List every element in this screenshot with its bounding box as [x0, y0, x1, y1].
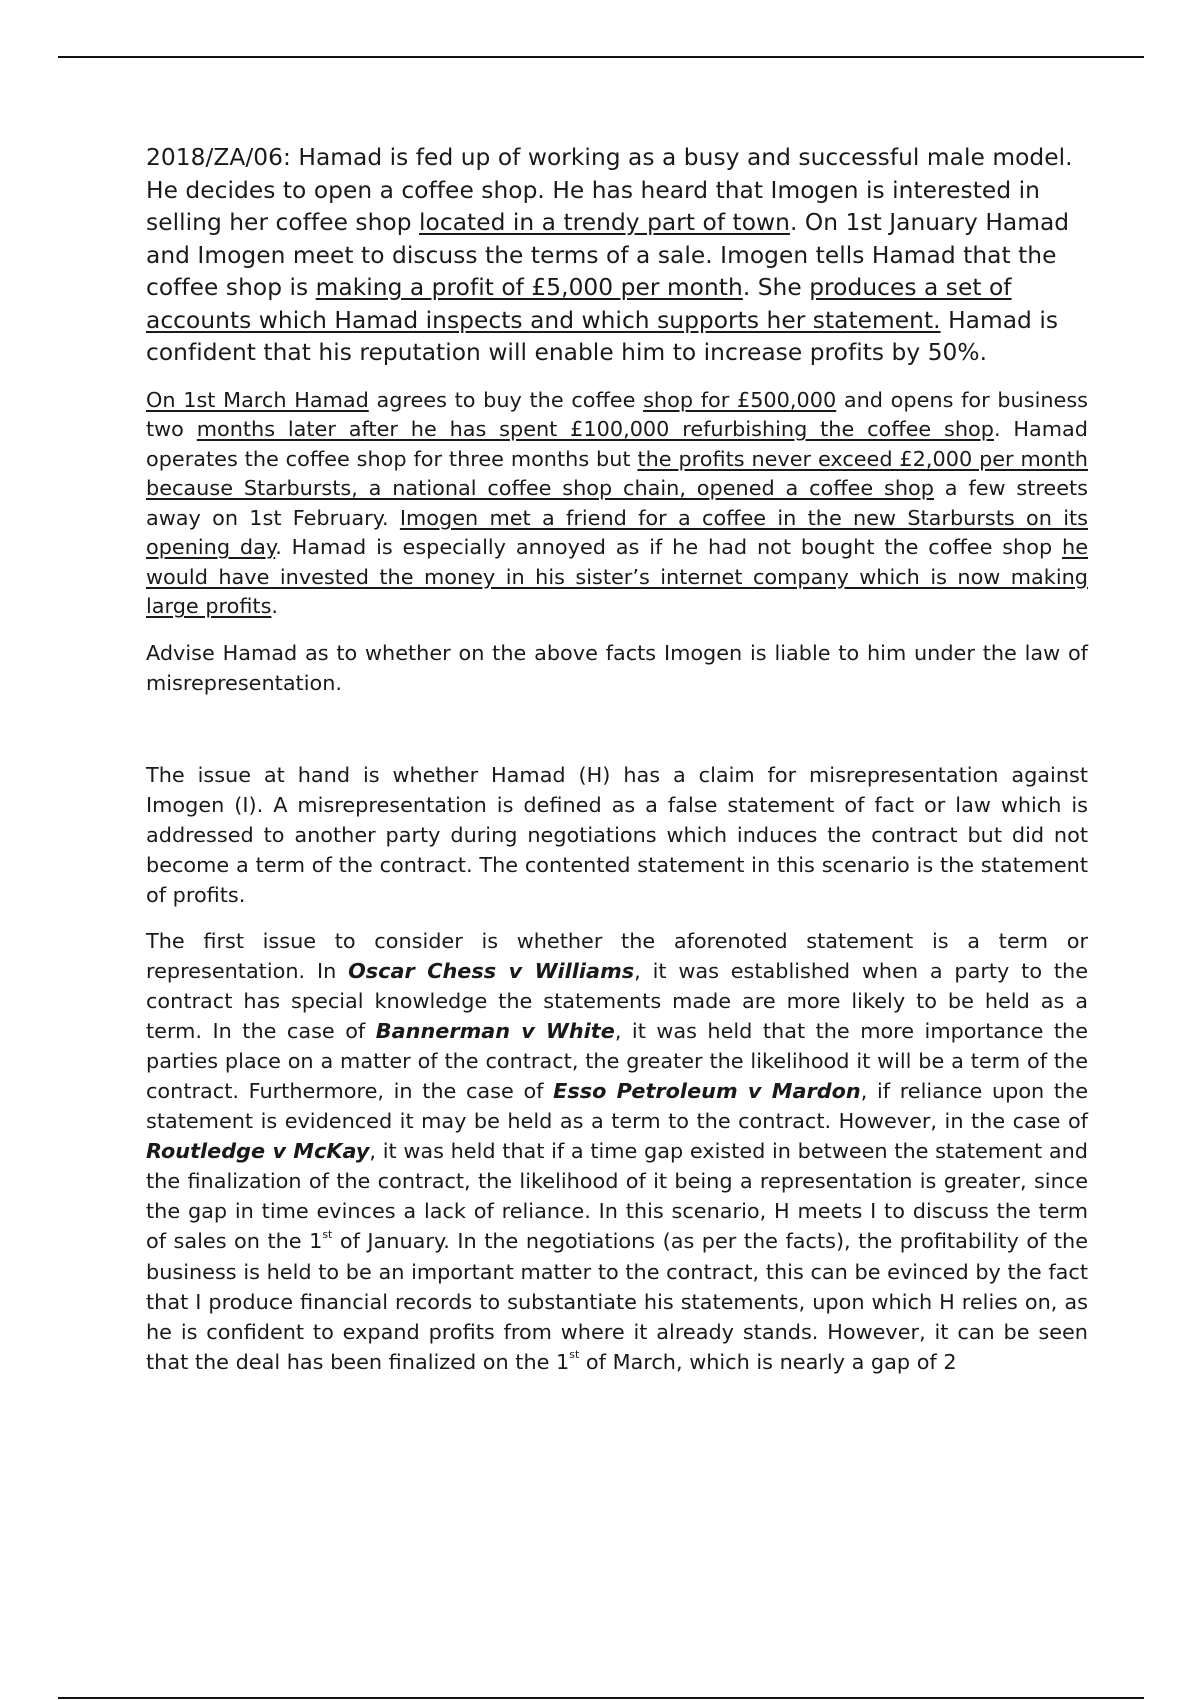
underlined-phrase: the profits never exceed £2,000 per month	[637, 446, 1088, 471]
answer-analysis-paragraph	[146, 926, 1088, 1377]
ordinal-suffix: st	[322, 1227, 333, 1241]
underlined-phrase: making a profit of £5,000 per month	[315, 274, 743, 301]
underlined-phrase: because Starbursts, a national coffee shop chain, opened a coffee shop	[146, 476, 934, 500]
text-run: agrees to buy the coffee	[368, 387, 644, 412]
footer-rule	[58, 1697, 1144, 1699]
text-run: a few streets away on 1st February.	[146, 476, 1088, 530]
text-run: . Hamad operates the coffee shop for three months but	[146, 417, 1088, 471]
text-run: . Hamad is especially annoyed as if he had not bought the coffee shop	[275, 535, 1063, 559]
header-rule	[58, 56, 1144, 58]
text-run: .	[271, 594, 279, 618]
text-run: . She	[742, 274, 810, 301]
document-body	[146, 142, 1088, 1377]
question-intro-paragraph	[146, 142, 1088, 370]
text-run: of March, which is nearly a gap of 2	[579, 1349, 957, 1374]
underlined-phrase: produces a set of accounts which Hamad inspects and which supports her statement.	[146, 274, 1012, 334]
text-run: , if reliance upon the statement is evidenced it may be held as a term to the contract. However, in the case of	[146, 1078, 1089, 1134]
underlined-phrase: Imogen met a friend for a coffee in the new Starbursts on its opening day	[146, 505, 1088, 559]
text-run: , it was held that if a time gap existed in between the statement and the finalization of the contract, the likelihood of it being a representation is greater, since the gap in time evinces a lack of reliance. In this scenario, H meets I to discuss the term of sales on the 1	[146, 1139, 1088, 1254]
underlined-phrase: he would have invested the money in his sister’s internet company which is now making large profits	[146, 535, 1088, 618]
underlined-phrase: shop for £500,000	[643, 387, 837, 412]
answer-issue-paragraph: The issue at hand is whether Hamad (H) has a claim for misrepresentation against Imogen (I). A misrepresentation is defined as a false statement of fact or law which is addressed to another party during negotiations which induces the contract but did not become a term of the contract. The contented statement in this scenario is the statement of profits.	[146, 762, 1088, 907]
text-run: , it was held that the more importance the parties place on a matter of the contract, the greater the likelihood it will be a term of the contract. Furthermore, in the case of	[146, 1018, 1088, 1103]
text-run: 2018/ZA/06: Hamad is fed up of working as a busy and successful male model. He decides to open a coffee shop. He has heard that Imogen is interested in selling her coffee shop	[146, 144, 1073, 236]
underlined-phrase: On 1st March Hamad	[146, 387, 369, 412]
text-run: Hamad is confident that his reputation will enable him to increase profits by 50%.	[146, 306, 1059, 366]
underlined-phrase: located in a trendy part of town	[419, 209, 790, 236]
case-name: Oscar Chess v Williams	[348, 958, 635, 983]
underlined-phrase: months later after he has spent £100,000 refurbishing the coffee shop	[196, 417, 994, 441]
question-facts-paragraph	[146, 386, 1088, 622]
text-run: The first issue to consider is whether the aforenoted statement is a term or representation. In	[146, 928, 1088, 983]
case-name: Routledge v McKay	[146, 1139, 370, 1164]
case-name: Esso Petroleum v Mardon	[553, 1078, 861, 1103]
text-run: , it was established when a party to the contract has special knowledge the statements made are more likely to be held as a term. In the case of	[146, 958, 1088, 1043]
ordinal-suffix: st	[569, 1347, 580, 1361]
text-run: . On 1st January Hamad and Imogen meet to discuss the terms of a sale. Imogen tells Hamad that the coffee shop is	[146, 209, 1070, 301]
case-name: Bannerman v White	[375, 1018, 615, 1043]
question-instruction: Advise Hamad as to whether on the above facts Imogen is liable to him under the law of misrepresentation.	[146, 640, 1088, 695]
text-run: of January. In the negotiations (as per the facts), the profitability of the business is held to be an important matter to the contract, this can be evinced by the fact that I produce financial records to substantiate his statements, upon which H relies on, as he is confident to expand profits from where it already stands. However, it can be seen that the deal has been finalized on the 1	[146, 1229, 1088, 1374]
text-run: and opens for business two	[146, 387, 1088, 441]
